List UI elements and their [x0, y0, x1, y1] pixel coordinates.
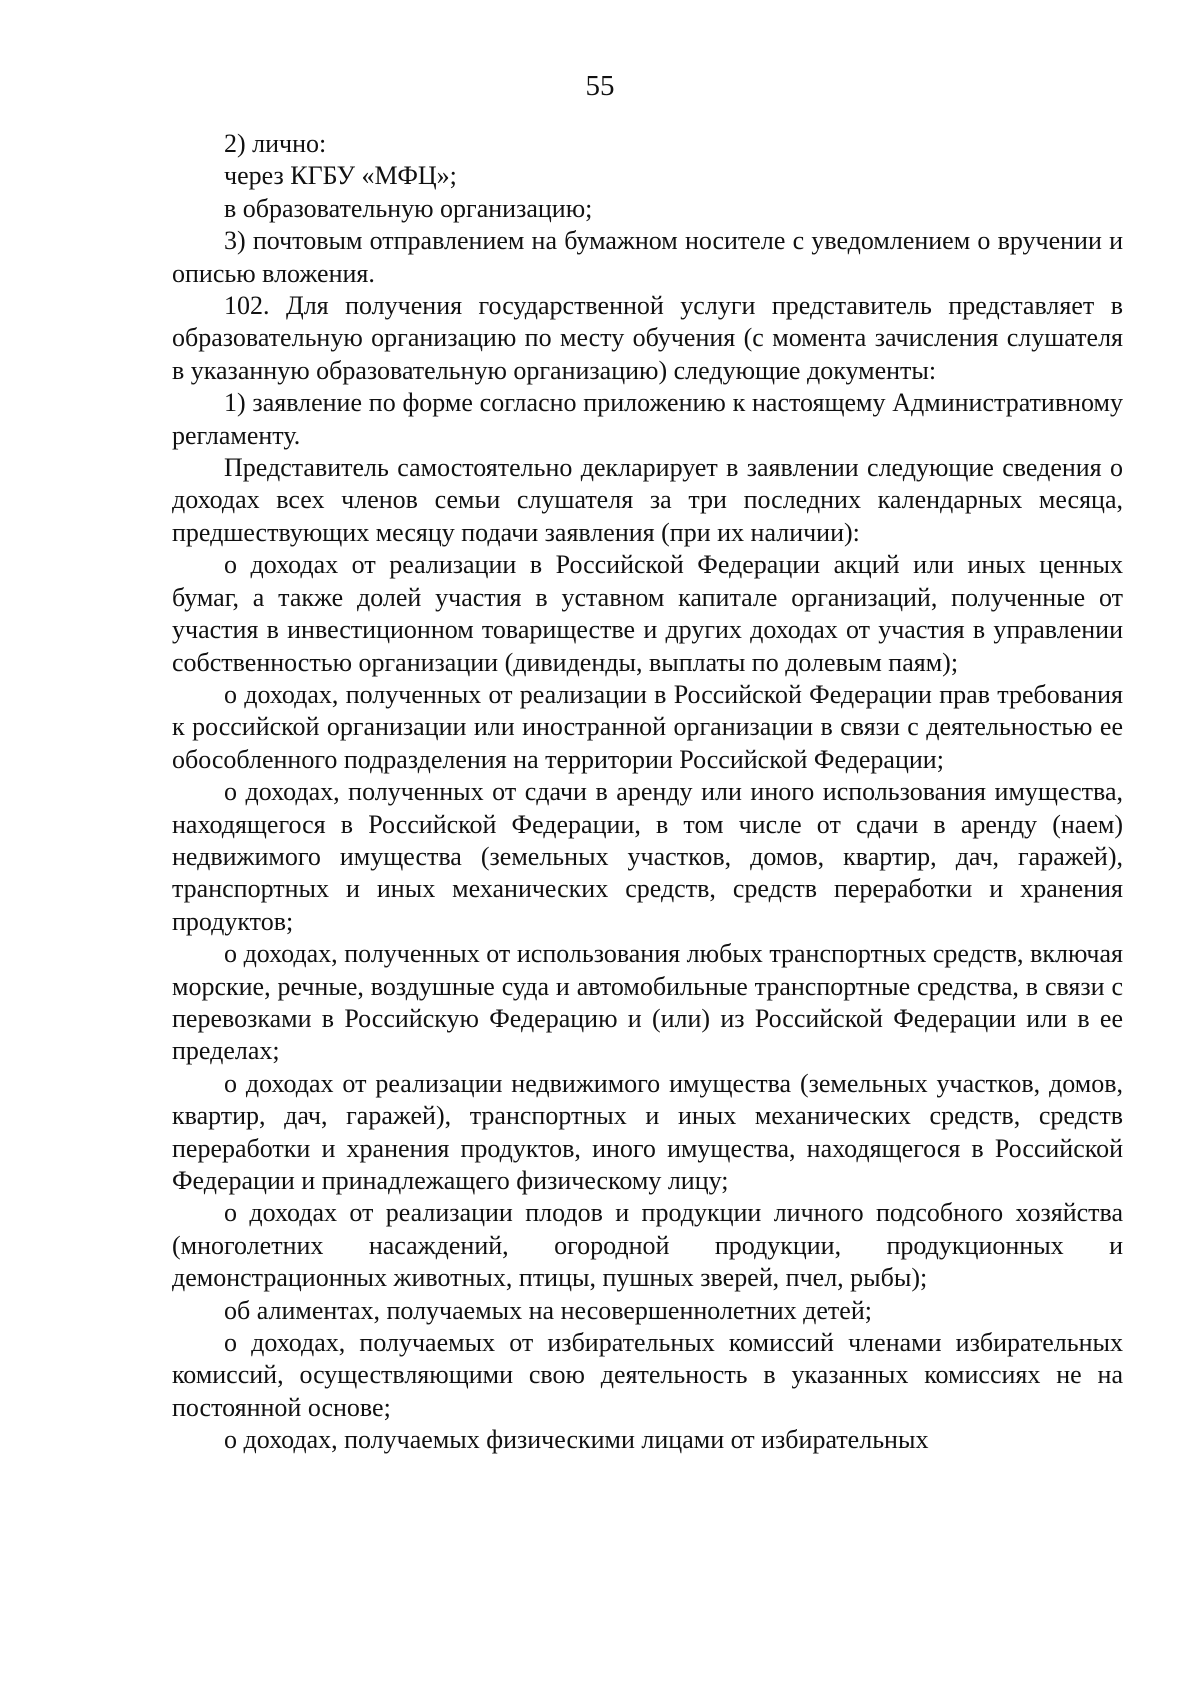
income-item-election-members: о доходах, получаемых от избирательных комиссий членами избирательных комиссий, осуществляющими свою деятельность в указанных комиссиях не на постоянной основе; [172, 1328, 1123, 1422]
list-item-postal: 3) почтовым отправлением на бумажном носителе с уведомлением о вручении и описью вложения. [172, 226, 1123, 288]
list-item-educational-org: в образовательную организацию; [224, 193, 593, 223]
income-item-alimony: об алиментах, получаемых на несовершеннолетних детей; [224, 1295, 872, 1325]
income-item-transport: о доходах, полученных от использования любых транспортных средств, включая морские, речные, воздушные суда и автомобильные транспортные средства, в связи с перевозками в Российскую Федерацию и (или) из Российской Федерации или в ее пределах; [172, 939, 1123, 1066]
paragraph-declaration: Представитель самостоятельно декларирует в заявлении следующие сведения о доходах всех членов семьи слушателя за три последних календарных месяца, предшествующих месяцу подачи заявления (при их наличии): [172, 453, 1123, 547]
income-item-claims: о доходах, полученных от реализации в Российской Федерации прав требования к российской организации или иностранной организации в связи с деятельностью ее обособленного подразделения на территории Российской Федерации; [172, 679, 1123, 774]
income-item-election-individuals: о доходах, получаемых физическими лицами от избирательных [224, 1425, 929, 1455]
income-item-real-estate: о доходах от реализации недвижимого имущества (земельных участков, домов, квартир, дач, гаражей), транспортных и иных механических средств, средств переработки и хранения продуктов, иного имущества, находящегося в Российской Федерации и принадлежащего физическому лицу; [172, 1068, 1123, 1195]
list-item-application: 1) заявление по форме согласно приложению к настоящему Административному регламенту. [172, 388, 1123, 450]
income-item-securities: о доходах от реализации в Российской Федерации акций или иных ценных бумаг, а также долей участия в уставном капитале организаций, полученные от участия в инвестиционном товариществе и других доходах от участия в управлении собственностью организации (дивиденды, выплаты по долевым паям); [172, 550, 1123, 677]
list-item-mfc: через КГБУ «МФЦ»; [224, 161, 457, 191]
income-item-farming: о доходах от реализации плодов и продукции личного подсобного хозяйства (многолетних насаждений, огородной продукции, продукционных и демонстрационных животных, птицы, пушных зверей, пчел, рыбы); [172, 1198, 1123, 1293]
income-item-rent: о доходах, полученных от сдачи в аренду или иного использования имущества, находящегося в Российской Федерации, в том числе от сдачи в аренду (наем) недвижимого имущества (земельных участков, домов, квартир, дач, гаражей), транспортных и иных механических средств, средств переработки и хранения продуктов; [172, 777, 1123, 936]
page-number: 55 [585, 70, 615, 102]
document-body [172, 128, 1123, 1457]
list-item-in-person: 2) лично: [224, 129, 327, 158]
paragraph-102: 102. Для получения государственной услуги представитель представляет в образовательную организацию по месту обучения (с момента зачисления слушателя в указанную образовательную организацию) следующие документы: [172, 291, 1123, 385]
